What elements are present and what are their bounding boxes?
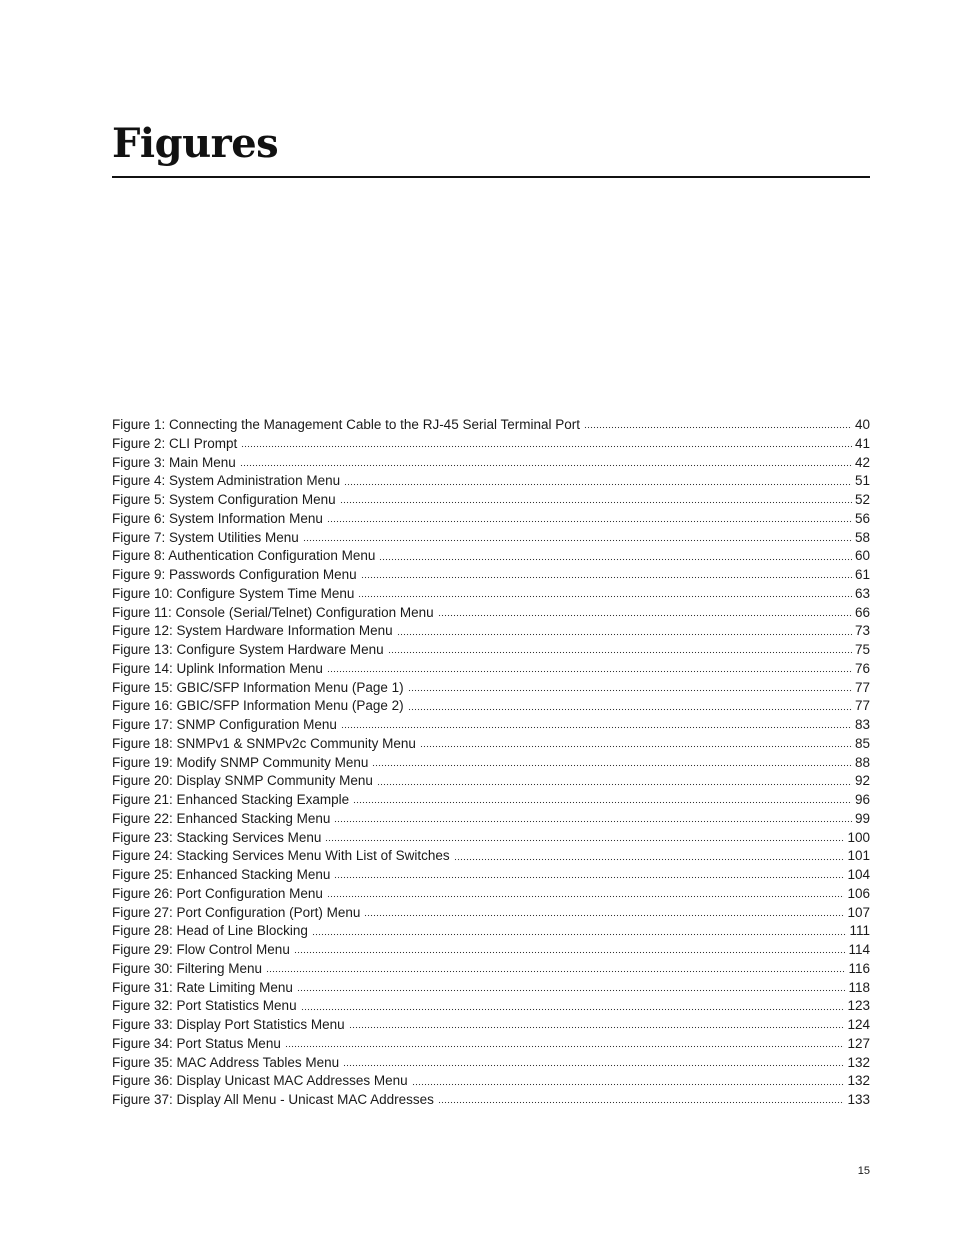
dot-leader bbox=[325, 838, 844, 842]
toc-entry[interactable] bbox=[112, 472, 870, 491]
toc-entry-page: 73 bbox=[854, 623, 870, 639]
dot-leader bbox=[341, 726, 852, 730]
toc-entry-label: Figure 4: System Administration Menu bbox=[112, 473, 341, 489]
dot-leader bbox=[358, 595, 852, 599]
page-title: Figures bbox=[112, 120, 279, 167]
toc-entry-page: 96 bbox=[854, 792, 870, 807]
toc-entry-page: 132 bbox=[847, 1073, 870, 1089]
list-of-figures bbox=[112, 416, 870, 1110]
toc-entry-label: Figure 16: GBIC/SFP Information Menu (Page 2) bbox=[112, 698, 404, 714]
toc-entry[interactable] bbox=[112, 791, 870, 810]
dot-leader bbox=[312, 932, 847, 936]
toc-entry[interactable] bbox=[112, 960, 870, 979]
dot-leader bbox=[301, 1007, 845, 1011]
dot-leader bbox=[397, 632, 852, 636]
toc-entry-page: 77 bbox=[854, 698, 870, 714]
toc-entry[interactable] bbox=[112, 735, 870, 754]
toc-entry-label: Figure 26: Port Configuration Menu bbox=[112, 885, 323, 901]
toc-entry-page: 85 bbox=[854, 735, 870, 751]
toc-entry-label: Figure 18: SNMPv1 & SNMPv2c Community Menu bbox=[112, 735, 416, 751]
toc-entry-label: Figure 17: SNMP Configuration Menu bbox=[112, 717, 337, 732]
dot-leader bbox=[379, 557, 852, 561]
toc-entry-label: Figure 9: Passwords Configuration Menu bbox=[112, 567, 357, 582]
toc-entry-label: Figure 31: Rate Limiting Menu bbox=[112, 979, 293, 995]
toc-entry[interactable] bbox=[112, 679, 870, 698]
toc-entry-page: 41 bbox=[854, 435, 870, 451]
toc-entry-page: 111 bbox=[849, 923, 870, 939]
toc-entry-page: 107 bbox=[847, 904, 870, 920]
dot-leader bbox=[420, 745, 852, 749]
toc-entry-label: Figure 21: Enhanced Stacking Example bbox=[112, 792, 350, 807]
toc-entry-page: 60 bbox=[854, 548, 870, 564]
toc-entry[interactable] bbox=[112, 904, 870, 923]
dot-leader bbox=[303, 538, 852, 542]
toc-entry[interactable] bbox=[112, 416, 870, 435]
toc-entry-page: 106 bbox=[847, 885, 870, 901]
toc-entry[interactable] bbox=[112, 491, 870, 510]
toc-entry-label: Figure 34: Port Status Menu bbox=[112, 1035, 281, 1051]
toc-entry[interactable] bbox=[112, 997, 870, 1016]
toc-entry-page: 124 bbox=[847, 1017, 870, 1032]
toc-entry-label: Figure 23: Stacking Services Menu bbox=[112, 829, 322, 845]
toc-entry-label: Figure 35: MAC Address Tables Menu bbox=[112, 1054, 340, 1070]
toc-entry-page: 104 bbox=[847, 867, 870, 882]
toc-entry[interactable] bbox=[112, 435, 870, 454]
toc-entry[interactable] bbox=[112, 604, 870, 623]
toc-entry[interactable] bbox=[112, 922, 870, 941]
dot-leader bbox=[361, 576, 852, 580]
toc-entry-page: 75 bbox=[854, 642, 870, 657]
toc-entry-page: 52 bbox=[854, 492, 870, 507]
toc-entry-label: Figure 27: Port Configuration (Port) Menu bbox=[112, 904, 361, 920]
dot-leader bbox=[266, 970, 845, 974]
toc-entry[interactable] bbox=[112, 847, 870, 866]
toc-entry[interactable] bbox=[112, 1054, 870, 1073]
toc-entry-label: Figure 14: Uplink Information Menu bbox=[112, 660, 323, 676]
dot-leader bbox=[438, 613, 852, 617]
toc-entry[interactable] bbox=[112, 866, 870, 885]
toc-entry-label: Figure 11: Console (Serial/Telnet) Configuration Menu bbox=[112, 604, 434, 620]
toc-entry-label: Figure 37: Display All Menu - Unicast MAC Addresses bbox=[112, 1092, 434, 1107]
dot-leader bbox=[327, 520, 852, 524]
toc-entry-page: 42 bbox=[854, 454, 870, 470]
toc-entry[interactable] bbox=[112, 622, 870, 641]
toc-entry-page: 123 bbox=[847, 998, 870, 1014]
dot-leader bbox=[297, 988, 846, 992]
toc-entry-page: 51 bbox=[854, 473, 870, 489]
dot-leader bbox=[349, 1026, 845, 1030]
toc-entry[interactable] bbox=[112, 510, 870, 529]
toc-entry-page: 92 bbox=[854, 773, 870, 789]
toc-entry-label: Figure 5: System Configuration Menu bbox=[112, 492, 336, 507]
toc-entry[interactable] bbox=[112, 979, 870, 998]
toc-entry-page: 58 bbox=[854, 529, 870, 545]
toc-entry-label: Figure 8: Authentication Configuration Menu bbox=[112, 548, 376, 564]
toc-entry-label: Figure 25: Enhanced Stacking Menu bbox=[112, 867, 331, 882]
toc-entry[interactable] bbox=[112, 1016, 870, 1035]
toc-entry[interactable] bbox=[112, 529, 870, 548]
toc-entry-page: 40 bbox=[854, 417, 870, 432]
toc-entry-label: Figure 24: Stacking Services Menu With List of Switches bbox=[112, 848, 450, 864]
toc-entry-label: Figure 32: Port Statistics Menu bbox=[112, 998, 297, 1014]
toc-entry[interactable] bbox=[112, 1072, 870, 1091]
dot-leader bbox=[584, 426, 852, 430]
toc-entry-page: 56 bbox=[854, 510, 870, 526]
page-number: 15 bbox=[857, 1165, 870, 1177]
dot-leader bbox=[294, 951, 846, 955]
toc-entry-page: 83 bbox=[854, 717, 870, 732]
dot-leader bbox=[364, 913, 844, 917]
dot-leader bbox=[408, 688, 852, 692]
toc-entry-label: Figure 30: Filtering Menu bbox=[112, 960, 263, 976]
toc-entry-page: 116 bbox=[848, 960, 870, 976]
dot-leader bbox=[327, 895, 845, 899]
toc-entry[interactable] bbox=[112, 885, 870, 904]
toc-entry-page: 127 bbox=[847, 1035, 870, 1051]
dot-leader bbox=[240, 463, 852, 467]
toc-entry[interactable] bbox=[112, 697, 870, 716]
toc-entry-label: Figure 13: Configure System Hardware Menu bbox=[112, 642, 384, 657]
dot-leader bbox=[408, 707, 852, 711]
dot-leader bbox=[438, 1101, 845, 1105]
toc-entry-label: Figure 7: System Utilities Menu bbox=[112, 529, 299, 545]
dot-leader bbox=[377, 782, 852, 786]
toc-entry-page: 114 bbox=[848, 942, 870, 957]
toc-entry-page: 88 bbox=[854, 754, 870, 770]
toc-entry-label: Figure 28: Head of Line Blocking bbox=[112, 923, 308, 939]
toc-entry-label: Figure 19: Modify SNMP Community Menu bbox=[112, 754, 369, 770]
toc-entry-page: 99 bbox=[854, 810, 870, 826]
toc-entry-label: Figure 29: Flow Control Menu bbox=[112, 942, 290, 957]
toc-entry-page: 101 bbox=[847, 848, 870, 864]
toc-entry[interactable] bbox=[112, 1035, 870, 1054]
toc-entry[interactable] bbox=[112, 772, 870, 791]
toc-entry-page: 100 bbox=[847, 829, 870, 845]
toc-entry[interactable] bbox=[112, 829, 870, 848]
toc-entry-page: 118 bbox=[848, 979, 870, 995]
dot-leader bbox=[334, 820, 852, 824]
toc-entry[interactable] bbox=[112, 941, 870, 960]
toc-entry-label: Figure 10: Configure System Time Menu bbox=[112, 585, 355, 601]
toc-entry-label: Figure 1: Connecting the Management Cable to the RJ-45 Serial Terminal Port bbox=[112, 417, 580, 432]
toc-entry-label: Figure 20: Display SNMP Community Menu bbox=[112, 773, 373, 789]
toc-entry-label: Figure 22: Enhanced Stacking Menu bbox=[112, 810, 331, 826]
toc-entry[interactable] bbox=[112, 566, 870, 585]
dot-leader bbox=[241, 445, 852, 449]
toc-entry[interactable] bbox=[112, 641, 870, 660]
dot-leader bbox=[334, 876, 844, 880]
toc-entry-label: Figure 36: Display Unicast MAC Addresses Menu bbox=[112, 1073, 408, 1089]
dot-leader bbox=[285, 1045, 845, 1049]
toc-entry[interactable] bbox=[112, 810, 870, 829]
toc-entry-label: Figure 6: System Information Menu bbox=[112, 510, 323, 526]
dot-leader bbox=[454, 857, 845, 861]
dot-leader bbox=[327, 670, 852, 674]
toc-entry-page: 77 bbox=[854, 679, 870, 695]
toc-entry-label: Figure 12: System Hardware Information Menu bbox=[112, 623, 393, 639]
toc-entry-label: Figure 2: CLI Prompt bbox=[112, 435, 238, 451]
toc-entry[interactable] bbox=[112, 585, 870, 604]
toc-entry-label: Figure 15: GBIC/SFP Information Menu (Page 1) bbox=[112, 679, 404, 695]
toc-entry-page: 66 bbox=[854, 604, 870, 620]
toc-entry[interactable] bbox=[112, 716, 870, 735]
dot-leader bbox=[372, 763, 852, 767]
toc-entry-label: Figure 3: Main Menu bbox=[112, 454, 236, 470]
dot-leader bbox=[388, 651, 852, 655]
dot-leader bbox=[343, 1063, 844, 1067]
toc-entry[interactable] bbox=[112, 1091, 870, 1110]
toc-entry[interactable] bbox=[112, 754, 870, 773]
toc-entry-page: 63 bbox=[854, 585, 870, 601]
toc-entry[interactable] bbox=[112, 660, 870, 679]
toc-entry-page: 61 bbox=[854, 567, 870, 582]
toc-entry-page: 76 bbox=[854, 660, 870, 676]
toc-entry-label: Figure 33: Display Port Statistics Menu bbox=[112, 1017, 345, 1032]
title-rule bbox=[112, 176, 870, 178]
toc-entry[interactable] bbox=[112, 547, 870, 566]
toc-entry-page: 133 bbox=[847, 1092, 870, 1107]
dot-leader bbox=[353, 801, 852, 805]
dot-leader bbox=[340, 501, 852, 505]
dot-leader bbox=[344, 482, 852, 486]
dot-leader bbox=[412, 1082, 845, 1086]
toc-entry-page: 132 bbox=[847, 1054, 870, 1070]
toc-entry[interactable] bbox=[112, 454, 870, 473]
